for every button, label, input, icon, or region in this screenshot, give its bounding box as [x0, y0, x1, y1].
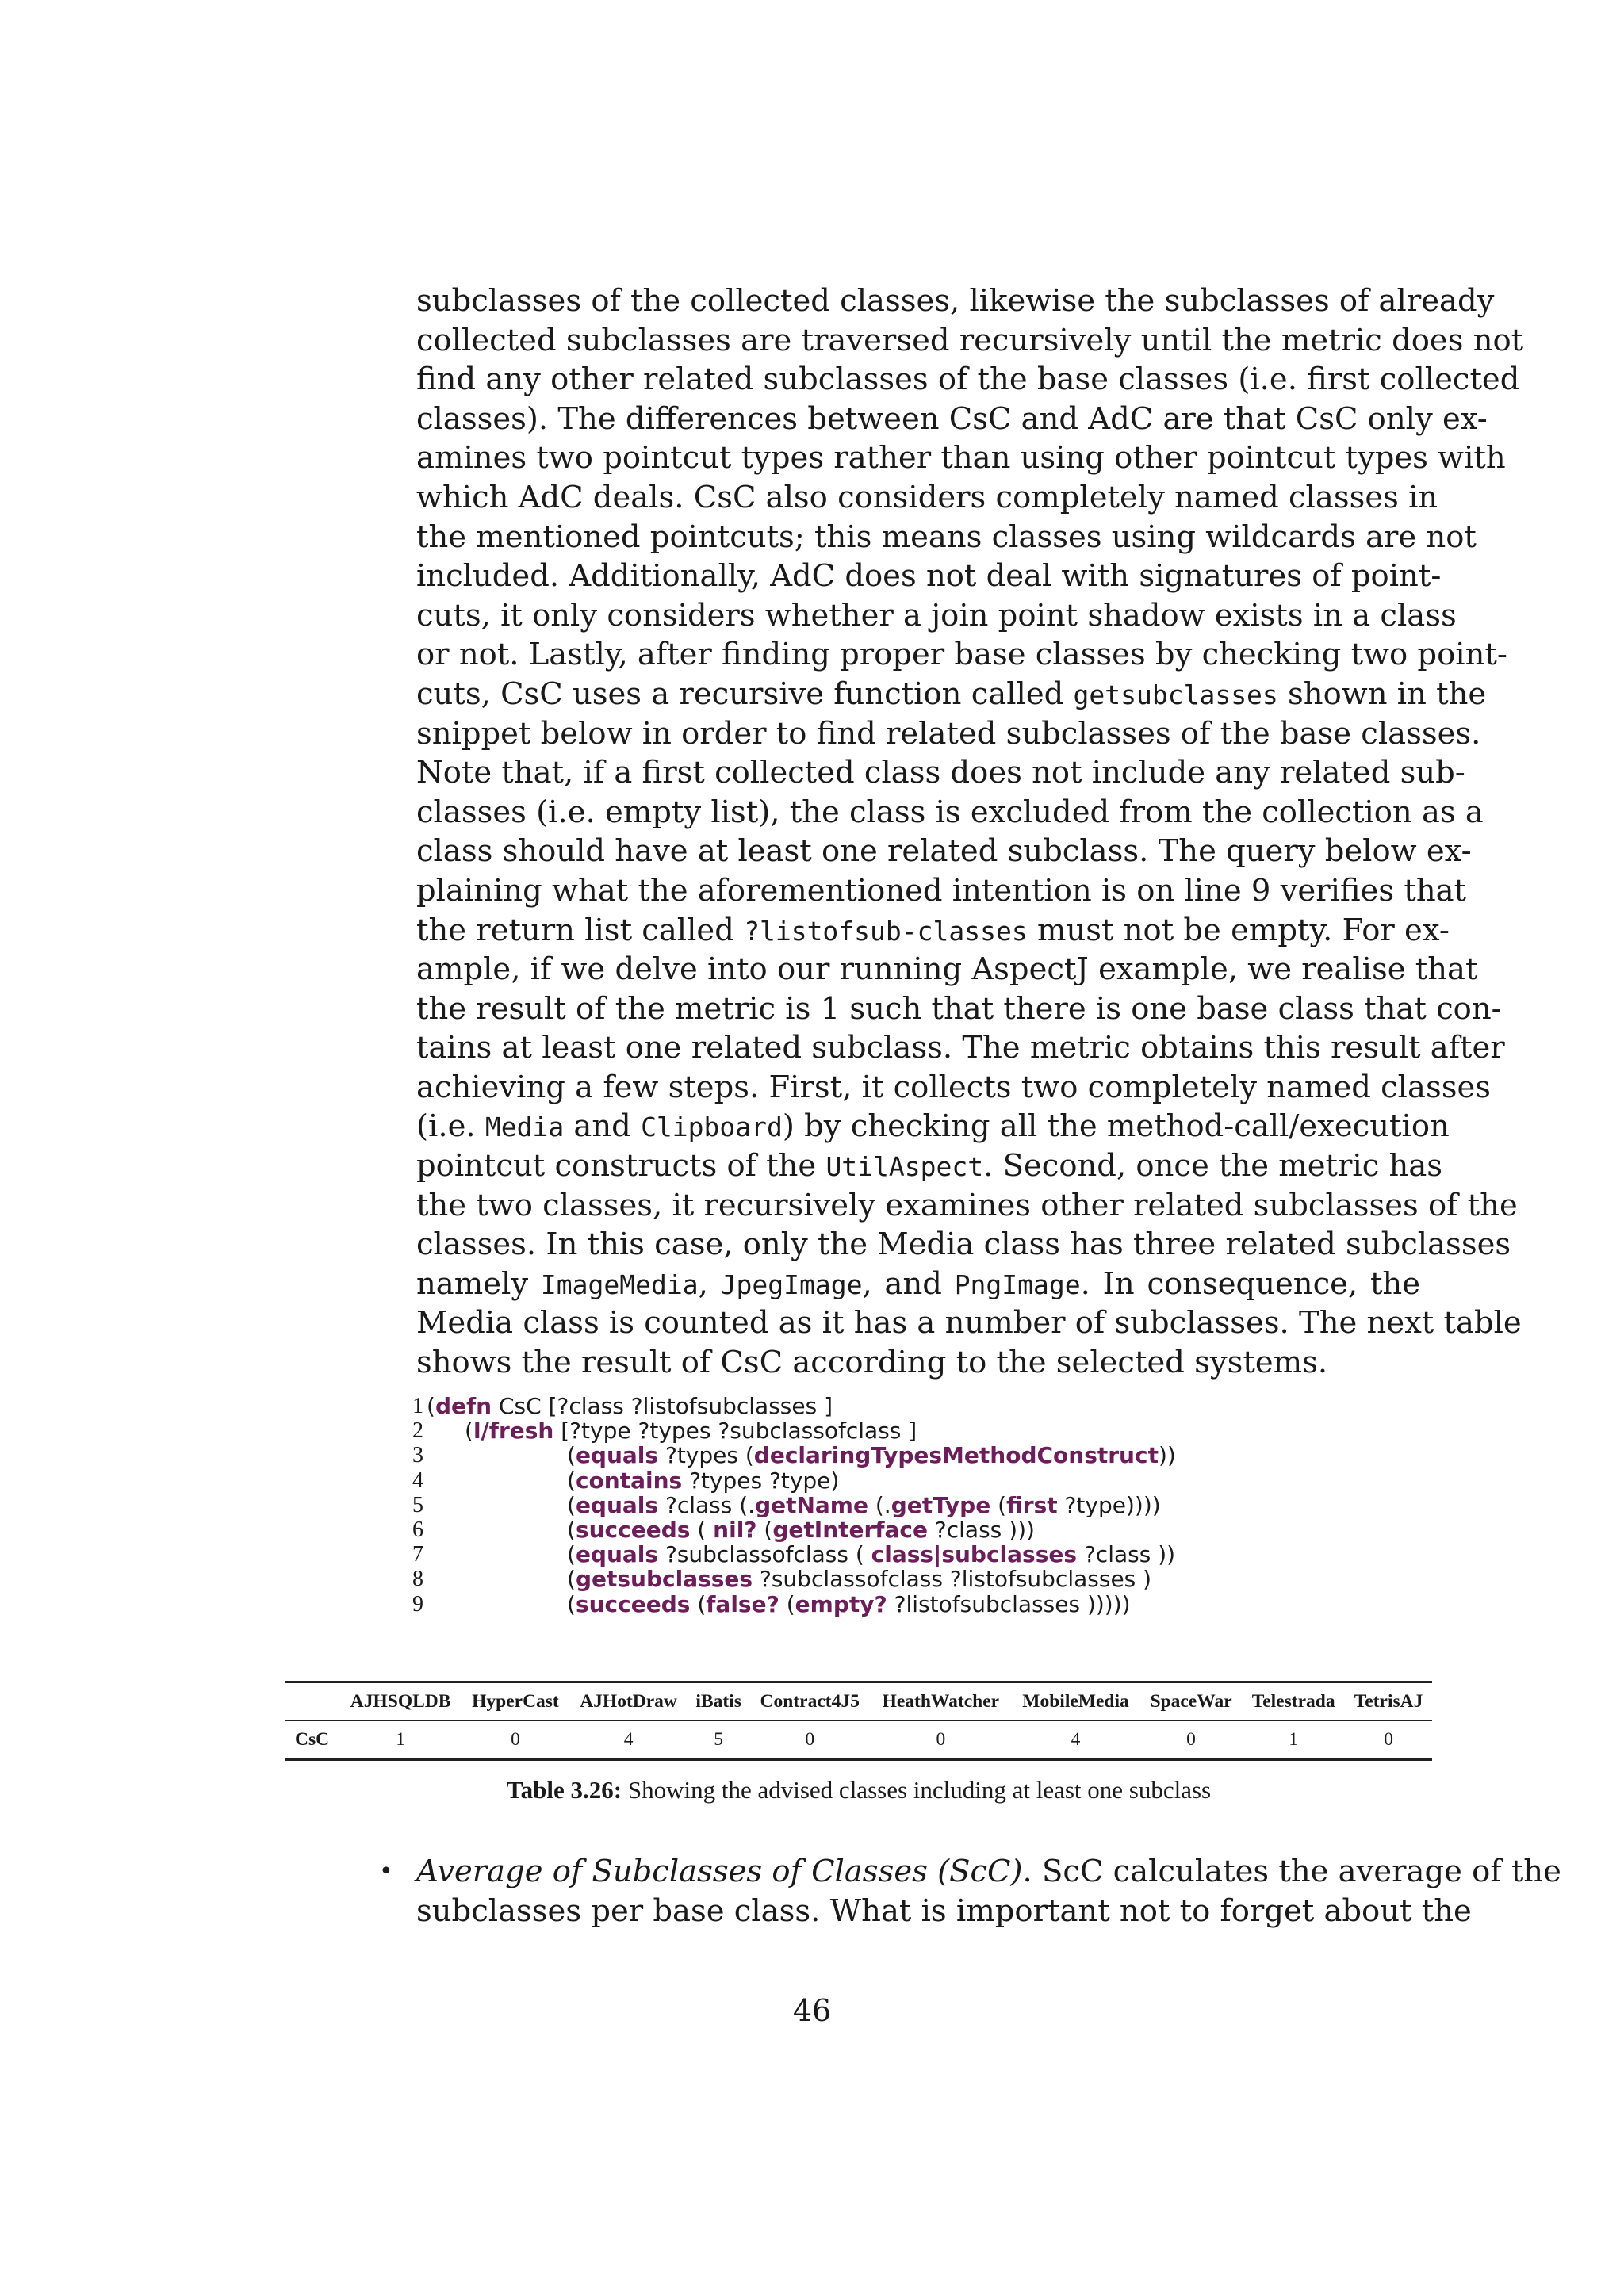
- code-text: [465, 1418, 917, 1443]
- code-keyword: false?: [706, 1590, 779, 1617]
- code-keyword: nil?: [713, 1516, 757, 1543]
- text-line: class should have at least one related subclass. The query below ex-: [416, 833, 1472, 870]
- table-cell: 1: [396, 1729, 405, 1750]
- row-label: CsC: [295, 1729, 330, 1750]
- code-token: (: [690, 1516, 714, 1543]
- text-line: collected subclasses are traversed recursively until the metric does not: [416, 322, 1524, 358]
- code-token: ?class ))): [927, 1516, 1035, 1543]
- text-segment: pointcut constructs of the: [416, 1148, 826, 1184]
- column-header: HyperCast: [472, 1691, 559, 1712]
- code-token: (: [990, 1491, 1007, 1518]
- text-segment: ) by checking all the method-call/execution: [782, 1108, 1450, 1145]
- code-token: (: [756, 1516, 773, 1543]
- code-token: (: [567, 1442, 576, 1469]
- text-line: [416, 1265, 1420, 1304]
- text-line: which AdC deals. CsC also considers completely named classes in: [416, 479, 1438, 515]
- bullet-text: [416, 1852, 1561, 1931]
- text-line: find any other related subclasses of the base classes (i.e. first collected: [416, 362, 1520, 398]
- text-line: Media class is counted as it has a number of subclasses. The next table: [416, 1305, 1522, 1341]
- line-number: 7: [412, 1542, 423, 1567]
- code-listing: [412, 1394, 1364, 1617]
- table-cell: 4: [1071, 1729, 1081, 1750]
- inline-code: getsubclasses: [1073, 679, 1278, 710]
- code-text: [427, 1394, 833, 1418]
- line-number: 4: [412, 1468, 423, 1493]
- text-line: the result of the metric is 1 such that there is one base class that con-: [416, 990, 1502, 1027]
- inline-code: Clipboard: [641, 1112, 783, 1143]
- code-line: [412, 1468, 1364, 1493]
- code-keyword: succeeds: [575, 1590, 691, 1617]
- text-line: the mentioned pointcuts; this means classes using wildcards are not: [416, 519, 1477, 555]
- code-token: (: [567, 1467, 576, 1494]
- code-token: (: [567, 1566, 576, 1593]
- code-keyword: equals: [575, 1491, 659, 1518]
- code-line: [412, 1493, 1364, 1517]
- inline-code: ImageMedia: [540, 1269, 699, 1300]
- table-cell: 1: [1289, 1729, 1299, 1750]
- text-segment: . Second, once the metric has: [983, 1148, 1443, 1184]
- table-cell: 0: [805, 1729, 815, 1750]
- code-keyword: getInterface: [772, 1516, 928, 1543]
- inline-code: Media: [485, 1112, 565, 1143]
- table-cell: 0: [1384, 1729, 1393, 1750]
- inline-code: PngImage: [954, 1269, 1081, 1300]
- text-line: subclasses per base class. What is important not to forget about the: [416, 1892, 1472, 1929]
- text-line: ample, if we delve into our running AspectJ example, we realise that: [416, 951, 1478, 988]
- code-line: [412, 1443, 1364, 1468]
- text-segment: ,: [698, 1265, 721, 1302]
- code-token: (: [567, 1541, 576, 1568]
- code-token: )): [1158, 1442, 1176, 1469]
- text-line: subclasses of the collected classes, likewise the subclasses of already: [416, 283, 1495, 319]
- text-segment: shown in the: [1277, 675, 1487, 712]
- code-token: (: [690, 1590, 707, 1617]
- text-line: shows the result of CsC according to the selected systems.: [416, 1345, 1328, 1381]
- text-segment: , and: [862, 1265, 955, 1302]
- code-token: (: [567, 1590, 576, 1617]
- inline-code: ?listofsub-classes: [744, 915, 1028, 947]
- code-token: (: [567, 1516, 576, 1543]
- text-line: [416, 675, 1487, 714]
- code-token: ?subclassofclass ?listofsubclasses ): [753, 1566, 1152, 1593]
- table-cell: 0: [936, 1729, 946, 1750]
- code-line: [412, 1517, 1364, 1542]
- line-number: 2: [412, 1418, 423, 1444]
- code-token: ?type)))): [1057, 1491, 1161, 1518]
- text-line: the two classes, it recursively examines other related subclasses of the: [416, 1187, 1518, 1223]
- table-cell: 4: [623, 1729, 634, 1750]
- code-text: [567, 1493, 1161, 1517]
- code-token: ?types ?type): [682, 1467, 840, 1494]
- text-segment: (i.e.: [416, 1108, 485, 1145]
- text-line: classes (i.e. empty list), the class is excluded from the collection as a: [416, 794, 1484, 830]
- bullet-marker: •: [379, 1858, 393, 1885]
- text-line: plaining what the aforementioned intention is on line 9 verifies that: [416, 872, 1467, 909]
- code-keyword: equals: [575, 1541, 659, 1568]
- code-keyword: l/fresh: [473, 1418, 554, 1445]
- text-line: [416, 911, 1450, 951]
- code-text: [567, 1542, 1175, 1567]
- page-number: 46: [792, 1993, 832, 2028]
- text-line: amines two pointcut types rather than using other pointcut types with: [416, 440, 1506, 476]
- text-segment: . In consequence, the: [1080, 1265, 1421, 1302]
- code-token: ?listofsubclasses ))))): [887, 1590, 1131, 1617]
- code-line: [412, 1418, 1364, 1443]
- code-keyword: class|subclasses: [871, 1541, 1078, 1568]
- text-line: [416, 1852, 1561, 1892]
- code-keyword: declaringTypesMethodConstruct: [753, 1442, 1159, 1469]
- results-table: [285, 1681, 1432, 1761]
- code-token: (.: [868, 1491, 891, 1518]
- code-keyword: defn: [435, 1393, 492, 1419]
- column-header: [285, 1682, 339, 1721]
- code-line: [412, 1592, 1364, 1617]
- text-line: [416, 1146, 1443, 1186]
- text-line: snippet below in order to find related subclasses of the base classes.: [416, 715, 1481, 752]
- caption-text: Showing the advised classes including at least one subclass: [622, 1776, 1212, 1804]
- text-line: achieving a few steps. First, it collects two completely named classes: [416, 1069, 1492, 1105]
- column-header: HeathWatcher: [882, 1691, 1000, 1712]
- text-line: classes). The differences between CsC and AdC are that CsC only ex-: [416, 400, 1488, 437]
- line-number: 3: [412, 1443, 423, 1468]
- text-line: Note that, if a first collected class does not include any related sub-: [416, 755, 1465, 791]
- text-line: cuts, it only considers whether a join point shadow exists in a class: [416, 597, 1457, 633]
- code-keyword: first: [1006, 1491, 1058, 1518]
- code-keyword: empty?: [795, 1590, 887, 1617]
- code-token: ?subclassofclass (: [658, 1541, 871, 1568]
- code-text: [567, 1443, 1176, 1468]
- line-number: 1: [412, 1394, 423, 1418]
- code-keyword: getName: [755, 1491, 868, 1518]
- code-text: [567, 1468, 839, 1493]
- code-token: ?class (.: [658, 1491, 756, 1518]
- code-token: (: [779, 1590, 795, 1617]
- code-token: ?types (: [658, 1442, 754, 1469]
- column-header: Contract4J5: [760, 1691, 860, 1712]
- table-caption: [285, 1776, 1432, 1804]
- table-cell: 0: [1186, 1729, 1196, 1750]
- code-line: [412, 1567, 1364, 1591]
- text-line: [416, 1107, 1450, 1146]
- table-cell: 5: [714, 1729, 724, 1750]
- column-header: MobileMedia: [1022, 1691, 1129, 1712]
- code-text: [567, 1567, 1151, 1591]
- code-text: [567, 1592, 1131, 1617]
- text-line: classes. In this case, only the Media class has three related subclasses: [416, 1226, 1511, 1263]
- column-header: AJHotDraw: [580, 1691, 677, 1712]
- code-keyword: succeeds: [575, 1516, 691, 1543]
- code-text: [567, 1517, 1035, 1542]
- text-segment: cuts, CsC uses a recursive function called: [416, 675, 1074, 712]
- table-header-row: [285, 1682, 1432, 1721]
- table-row: [285, 1721, 1432, 1760]
- code-token: ?class )): [1077, 1541, 1176, 1568]
- line-number: 9: [412, 1591, 423, 1617]
- code-line: [412, 1542, 1364, 1567]
- code-token: [?type ?types ?subclassofclass ]: [553, 1418, 917, 1445]
- line-number: 8: [412, 1567, 423, 1592]
- inline-code: UtilAspect: [825, 1151, 984, 1183]
- code-line: [412, 1394, 1364, 1418]
- column-header: Telestrada: [1251, 1691, 1335, 1712]
- text-segment: namely: [416, 1265, 541, 1302]
- text-segment: the return list called: [416, 912, 745, 948]
- column-header: TetrisAJ: [1354, 1691, 1423, 1712]
- caption-label: Table 3.26:: [506, 1776, 622, 1804]
- code-keyword: equals: [575, 1442, 659, 1469]
- text-line: tains at least one related subclass. The metric obtains this result after: [416, 1030, 1505, 1066]
- inline-code: JpegImage: [720, 1269, 863, 1300]
- text-line: or not. Lastly, after finding proper base classes by checking two point-: [416, 637, 1507, 673]
- column-header: SpaceWar: [1150, 1691, 1232, 1712]
- code-token: (: [465, 1418, 473, 1445]
- code-keyword: getsubclasses: [575, 1566, 753, 1593]
- code-keyword: contains: [575, 1467, 683, 1494]
- line-number: 6: [412, 1517, 423, 1542]
- code-token: CsC [?class ?listofsubclasses ]: [492, 1393, 833, 1419]
- table-cell: 0: [511, 1729, 520, 1750]
- text-segment: and: [564, 1108, 642, 1145]
- text-segment: . ScC calculates the average of the: [1022, 1854, 1561, 1889]
- code-token: (: [567, 1491, 576, 1518]
- line-number: 5: [412, 1492, 423, 1517]
- column-header: AJHSQLDB: [350, 1691, 451, 1712]
- text-line: included. Additionally, AdC does not deal with signatures of point-: [416, 558, 1442, 595]
- body-paragraph: [416, 281, 1524, 1383]
- column-header: iBatis: [695, 1691, 741, 1712]
- text-segment: must not be empty. For ex-: [1027, 912, 1450, 948]
- code-token: (: [427, 1393, 435, 1419]
- term-italic: Average of Subclasses of Classes (ScC): [416, 1854, 1023, 1889]
- code-keyword: getType: [891, 1491, 991, 1518]
